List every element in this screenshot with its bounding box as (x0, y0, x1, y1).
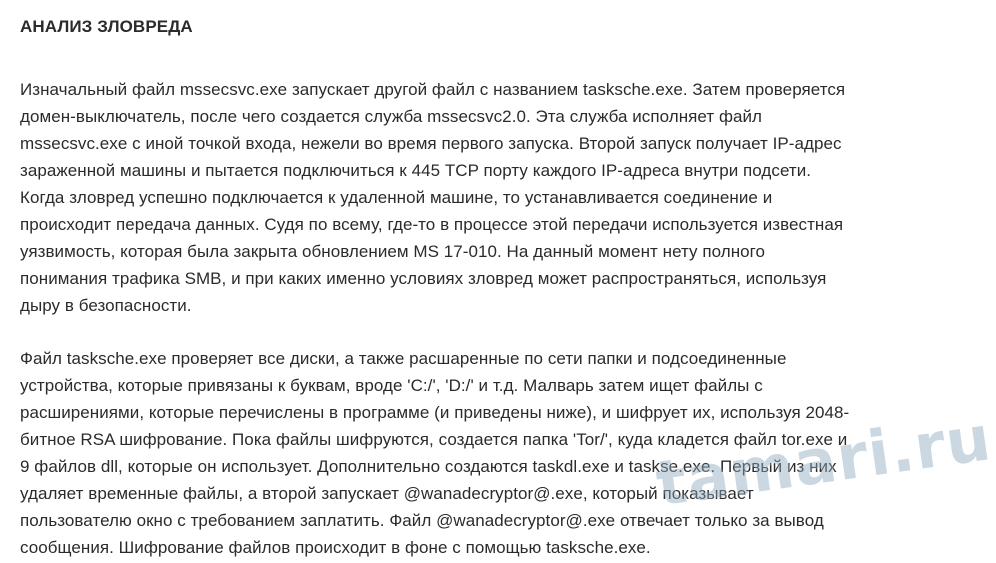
paragraph-line: расширениями, которые перечислены в программе (и приведены ниже), и шифрует их, используя 2048- (20, 403, 850, 422)
paragraph-line: уязвимость, которая была закрыта обновлением MS 17-010. На данный момент нету полного (20, 242, 766, 261)
paragraph-line: сообщения. Шифрование файлов происходит в фоне с помощью tasksche.exe. (20, 538, 651, 557)
paragraph-1 (20, 76, 889, 319)
paragraph-line: 9 файлов dll, которые он использует. Дополнительно создаются taskdl.exe и taskse.exe. Первый из них (20, 457, 837, 476)
paragraph-line: Файл tasksche.exe проверяет все диски, а также расшаренные по сети папки и подсоединенные (20, 349, 787, 368)
paragraph-line: устройства, которые привязаны к буквам, вроде 'C:/', 'D:/' и т.д. Малварь затем ищет файлы с (20, 376, 763, 395)
paragraph-line: битное RSA шифрование. Пока файлы шифруются, создается папка 'Tor/', куда кладется файл tor.exe и (20, 430, 848, 449)
paragraph-line: происходит передача данных. Судя по всему, где-то в процессе этой передачи используется известная (20, 215, 844, 234)
paragraph-line: Изначальный файл mssecsvc.exe запускает другой файл с названием tasksche.exe. Затем проверяется (20, 80, 846, 99)
paragraph-line: пользователю окно с требованием заплатить. Файл @wanadecryptor@.exe отвечает только за вывод (20, 511, 824, 530)
watermark: tamari.ru (651, 401, 996, 521)
paragraph-line: mssecsvc.exe с иной точкой входа, нежели во время первого запуска. Второй запуск получает IP-адрес (20, 134, 842, 153)
paragraph-line: домен-выключатель, после чего создается служба mssecsvc2.0. Эта служба исполняет файл (20, 107, 763, 126)
paragraph-2 (20, 345, 889, 561)
paragraph-line: Когда зловред успешно подключается к удаленной машине, то устанавливается соединение и (20, 188, 773, 207)
paragraph-line: понимания трафика SMB, и при каких именно условиях зловред может распространяться, используя (20, 269, 827, 288)
article-heading: АНАЛИЗ ЗЛОВРЕДА (20, 17, 193, 36)
paragraph-line: дыру в безопасности. (20, 296, 192, 315)
paragraph-line: зараженной машины и пытается подключиться к 445 TCP порту каждого IP-адреса внутри подсети. (20, 161, 812, 180)
paragraph-line: удаляет временные файлы, а второй запускает @wanadecryptor@.exe, который показывает (20, 484, 754, 503)
